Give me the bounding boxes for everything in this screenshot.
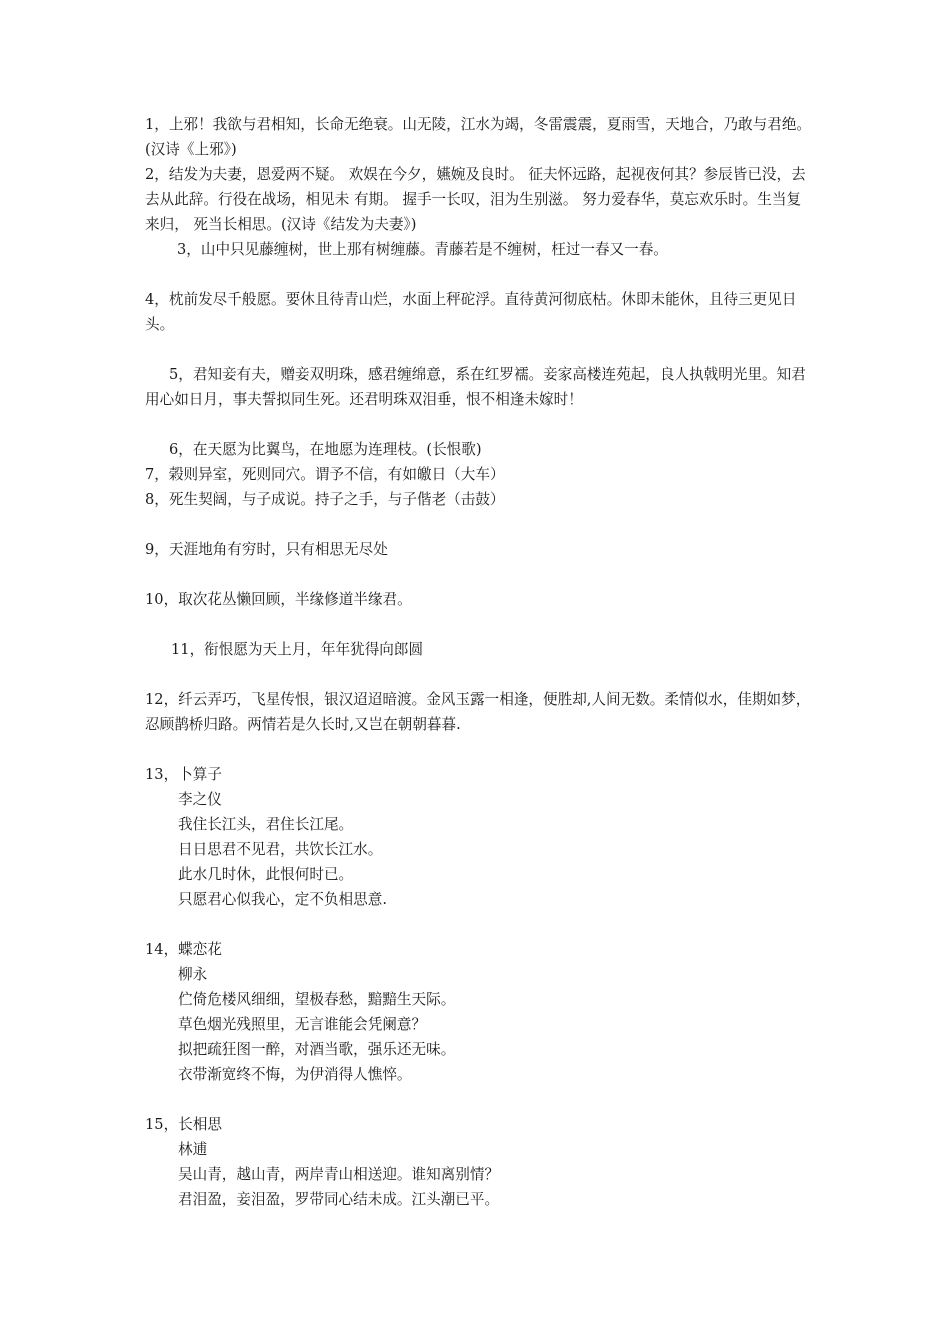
poem-line: 此水几时休，此恨何时已。 [178,866,354,883]
entry-10: 10，取次花丛懒回顾，半缘修道半缘君。 [145,591,412,608]
entry-1: 1，上邪！我欲与君相知，长命无绝衰。山无陵，江水为竭，冬雷震震，夏雨雪，天地合，乃敢与君绝。(汉诗《上邪》) [145,116,812,158]
entry-5: 5，君知妾有夫，赠妾双明珠，感君缠绵意，系在红罗襦。妾家高楼连苑起，良人执戟明光里。知君用心如日月，事夫誓拟同生死。还君明珠双泪垂，恨不相逢未嫁时！ [145,366,806,408]
entry-9: 9，天涯地角有穷时，只有相思无尽处 [145,541,388,558]
entry-3: 3，山中只见藤缠树，世上那有树缠藤。青藤若是不缠树，枉过一春又一春。 [177,241,668,258]
poem-line: 伫倚危楼风细细，望极春愁，黯黯生天际。 [178,991,456,1008]
entry-7: 7，榖则异室，死则同穴。谓予不信，有如皦日（大车） [145,466,505,483]
entry-11: 11，衔恨愿为天上月，年年犹得向郎圆 [171,641,424,658]
poem-author: 李之仪 [178,791,222,808]
poem-line: 衣带渐宽终不悔，为伊消得人憔悴。 [178,1066,412,1083]
poem-line: 吴山青，越山青，两岸青山相送迎。谁知离别情？ [178,1166,500,1183]
poem-14 [145,937,813,1087]
entry-2: 2，结发为夫妻，恩爱两不疑。 欢娱在今夕，嬿婉及良时。 征夫怀远路，起视夜何其？参辰皆已没，去去从此辞。行役在战场，相见未 有期。 握手一长叹，泪为生别滋。 努力爱春华，莫忘欢乐时。生当复来归， 死当长相思。(汉诗《结发为夫妻》) [145,166,806,233]
poem-author: 林逋 [178,1141,208,1158]
poem-line: 草色烟光残照里，无言谁能会凭阑意？ [178,1016,427,1033]
entry-4: 4，枕前发尽千般愿。要休且待青山烂，水面上秤砣浮。直待黄河彻底枯。休即未能休，且待三更见日头。 [145,291,797,333]
poem-title: 15，长相思 [145,1116,222,1133]
entry-8: 8，死生契阔，与子成说。持子之手，与子偕老（击鼓） [145,491,505,508]
poem-author: 柳永 [178,966,208,983]
poem-title: 14，蝶恋花 [145,941,222,958]
entry-12: 12，纤云弄巧，飞星传恨，银汉迢迢暗渡。金风玉露一相逢，便胜却,人间无数。柔情似水，佳期如梦，忍顾鹊桥归路。两情若是久长时,又岂在朝朝暮暮. [145,691,811,733]
entry-6: 6，在天愿为比翼鸟，在地愿为连理枝。(长恨歌) [169,441,482,458]
poem-title: 13，卜算子 [145,766,222,783]
poem-13 [145,762,813,912]
poem-line: 日日思君不见君，共饮长江水。 [178,841,383,858]
poem-line: 只愿君心似我心，定不负相思意. [178,891,387,908]
poem-15 [145,1112,813,1212]
poem-line: 拟把疏狂图一醉，对酒当歌，强乐还无味。 [178,1041,456,1058]
document-body [145,112,813,1212]
poem-line: 君泪盈，妾泪盈，罗带同心结未成。江头潮已平。 [178,1191,500,1208]
poem-line: 我住长江头，君住长江尾。 [178,816,354,833]
